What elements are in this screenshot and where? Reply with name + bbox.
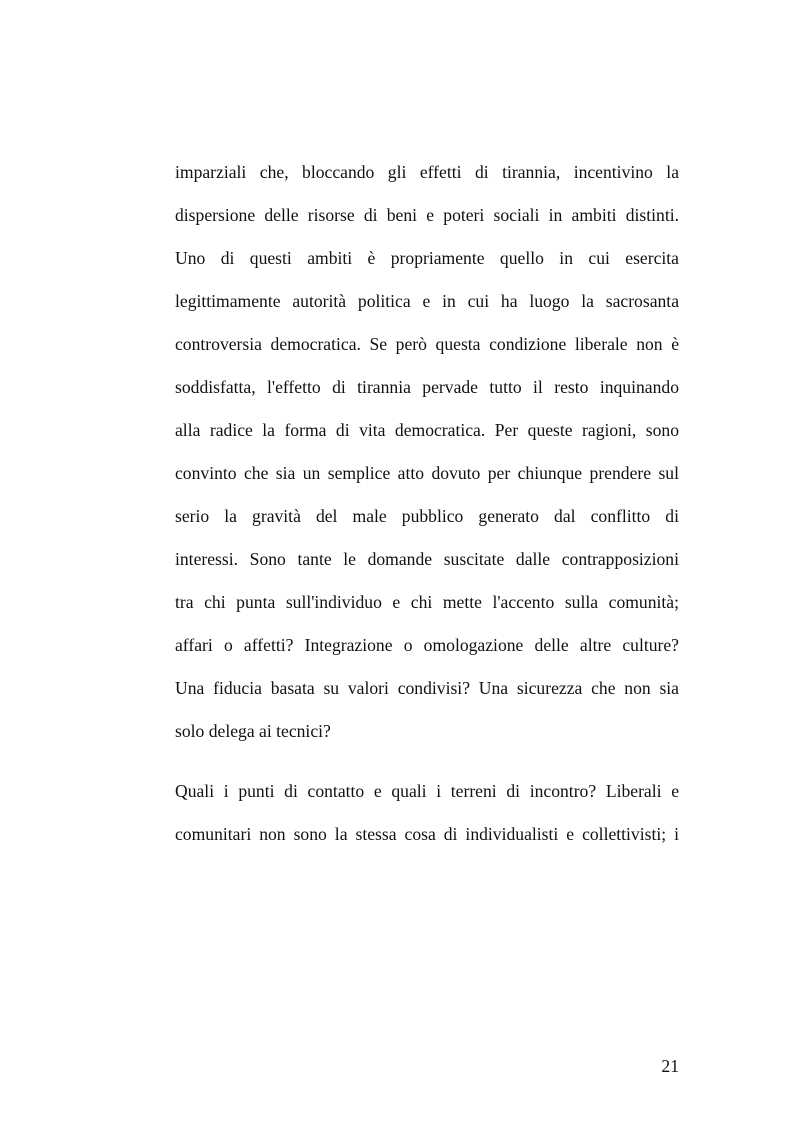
body-text: [175, 157, 679, 862]
text-line: interessi. Sono tante le domande suscitate dalle contrapposizioni: [175, 549, 679, 569]
paragraph-2: [175, 776, 679, 862]
text-line: soddisfatta, l'effetto di tirannia pervade tutto il resto inquinando: [175, 377, 679, 397]
text-line: imparziali che, bloccando gli effetti di tirannia, incentivino la: [175, 162, 679, 182]
text-line: alla radice la forma di vita democratica. Per queste ragioni, sono: [175, 420, 679, 440]
text-line: Uno di questi ambiti è propriamente quello in cui esercita: [175, 248, 679, 268]
text-line: dispersione delle risorse di beni e poteri sociali in ambiti distinti.: [175, 205, 679, 225]
text-line: legittimamente autorità politica e in cui ha luogo la sacrosanta: [175, 291, 679, 311]
text-line: controversia democratica. Se però questa condizione liberale non è: [175, 334, 679, 354]
text-line: convinto che sia un semplice atto dovuto per chiunque prendere sul: [175, 463, 679, 483]
text-line: serio la gravità del male pubblico generato dal conflitto di: [175, 506, 679, 526]
page-number: 21: [661, 1056, 679, 1076]
text-line: affari o affetti? Integrazione o omologazione delle altre culture?: [175, 635, 679, 655]
text-line: solo delega ai tecnici?: [175, 721, 331, 741]
paragraph-spacer: [175, 759, 679, 776]
text-line: Quali i punti di contatto e quali i terreni di incontro? Liberali e: [175, 781, 679, 801]
text-line: Una fiducia basata su valori condivisi? Una sicurezza che non sia: [175, 678, 679, 698]
text-line: comunitari non sono la stessa cosa di individualisti e collettivisti; i: [175, 824, 679, 844]
paragraph-1: [175, 157, 679, 759]
text-line: tra chi punta sull'individuo e chi mette l'accento sulla comunità;: [175, 592, 679, 612]
